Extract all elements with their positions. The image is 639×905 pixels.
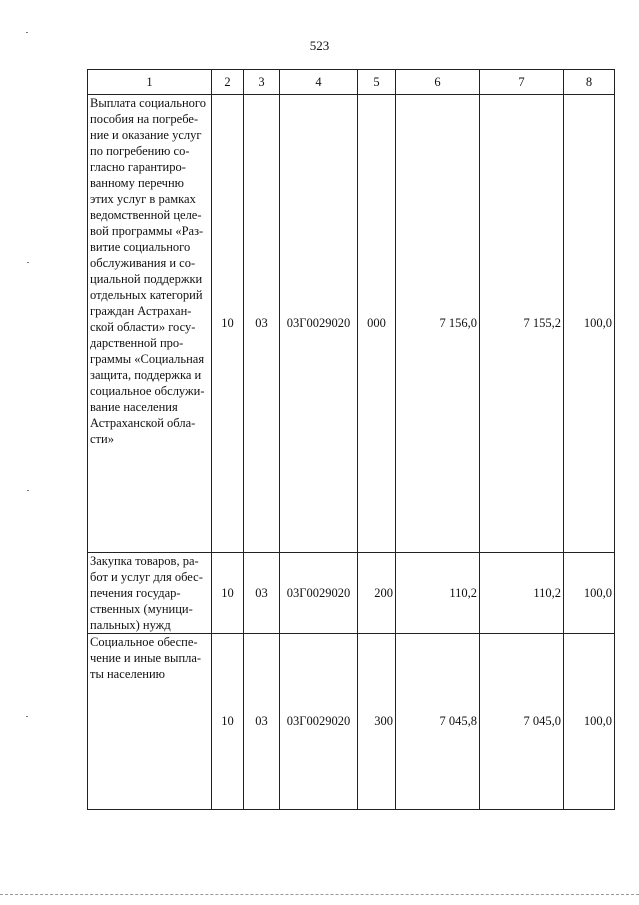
row-description: Выплата социального пособия на погребе-ние и оказание услуг по погребению со-гласно гарантиро-ванному перечню этих услуг в рамках ведомственной целе-вой программы «Раз-витие социального обслуживания и со-циальной поддержки отдельных категорий граждан Астрахан-ской области» госу-дарственной про-граммы «Социальная защита, поддержка и социальное обслужи-вание населения Астраханской обла-сти» bbox=[88, 95, 212, 553]
percent-col8: 100,0 bbox=[564, 553, 615, 634]
expense-type-code: 200 bbox=[358, 553, 396, 634]
table-row bbox=[88, 553, 615, 634]
column-header: 5 bbox=[358, 70, 396, 95]
scan-speck bbox=[26, 716, 28, 717]
target-article-code: 03Г0029020 bbox=[280, 95, 358, 553]
scan-speck bbox=[26, 32, 28, 33]
column-header: 8 bbox=[564, 70, 615, 95]
bottom-scan-line bbox=[0, 894, 639, 895]
percent-col8: 100,0 bbox=[564, 634, 615, 810]
section-code: 10 bbox=[212, 553, 244, 634]
table-row bbox=[88, 95, 615, 553]
column-header: 7 bbox=[480, 70, 564, 95]
subsection-code: 03 bbox=[244, 95, 280, 553]
amount-col7: 110,2 bbox=[480, 553, 564, 634]
subsection-code: 03 bbox=[244, 634, 280, 810]
row-description: Социальное обеспе-чение и иные выпла-ты населению bbox=[88, 634, 212, 810]
table-row bbox=[88, 634, 615, 810]
budget-table bbox=[87, 69, 615, 810]
section-code: 10 bbox=[212, 634, 244, 810]
scan-speck bbox=[27, 262, 29, 263]
target-article-code: 03Г0029020 bbox=[280, 634, 358, 810]
expense-type-code: 000 bbox=[358, 95, 396, 553]
subsection-code: 03 bbox=[244, 553, 280, 634]
column-header: 3 bbox=[244, 70, 280, 95]
percent-col8: 100,0 bbox=[564, 95, 615, 553]
section-code: 10 bbox=[212, 95, 244, 553]
amount-col7: 7 155,2 bbox=[480, 95, 564, 553]
amount-col6: 7 156,0 bbox=[396, 95, 480, 553]
amount-col7: 7 045,0 bbox=[480, 634, 564, 810]
target-article-code: 03Г0029020 bbox=[280, 553, 358, 634]
page-number: 523 bbox=[309, 38, 330, 53]
column-header: 6 bbox=[396, 70, 480, 95]
column-header: 2 bbox=[212, 70, 244, 95]
column-header: 1 bbox=[88, 70, 212, 95]
amount-col6: 110,2 bbox=[396, 553, 480, 634]
row-description: Закупка товаров, ра-бот и услуг для обес-печения государ-ственных (муници-пальных) нужд bbox=[88, 553, 212, 634]
table-header-row bbox=[88, 70, 615, 95]
scan-speck bbox=[27, 490, 29, 491]
expense-type-code: 300 bbox=[358, 634, 396, 810]
amount-col6: 7 045,8 bbox=[396, 634, 480, 810]
column-header: 4 bbox=[280, 70, 358, 95]
